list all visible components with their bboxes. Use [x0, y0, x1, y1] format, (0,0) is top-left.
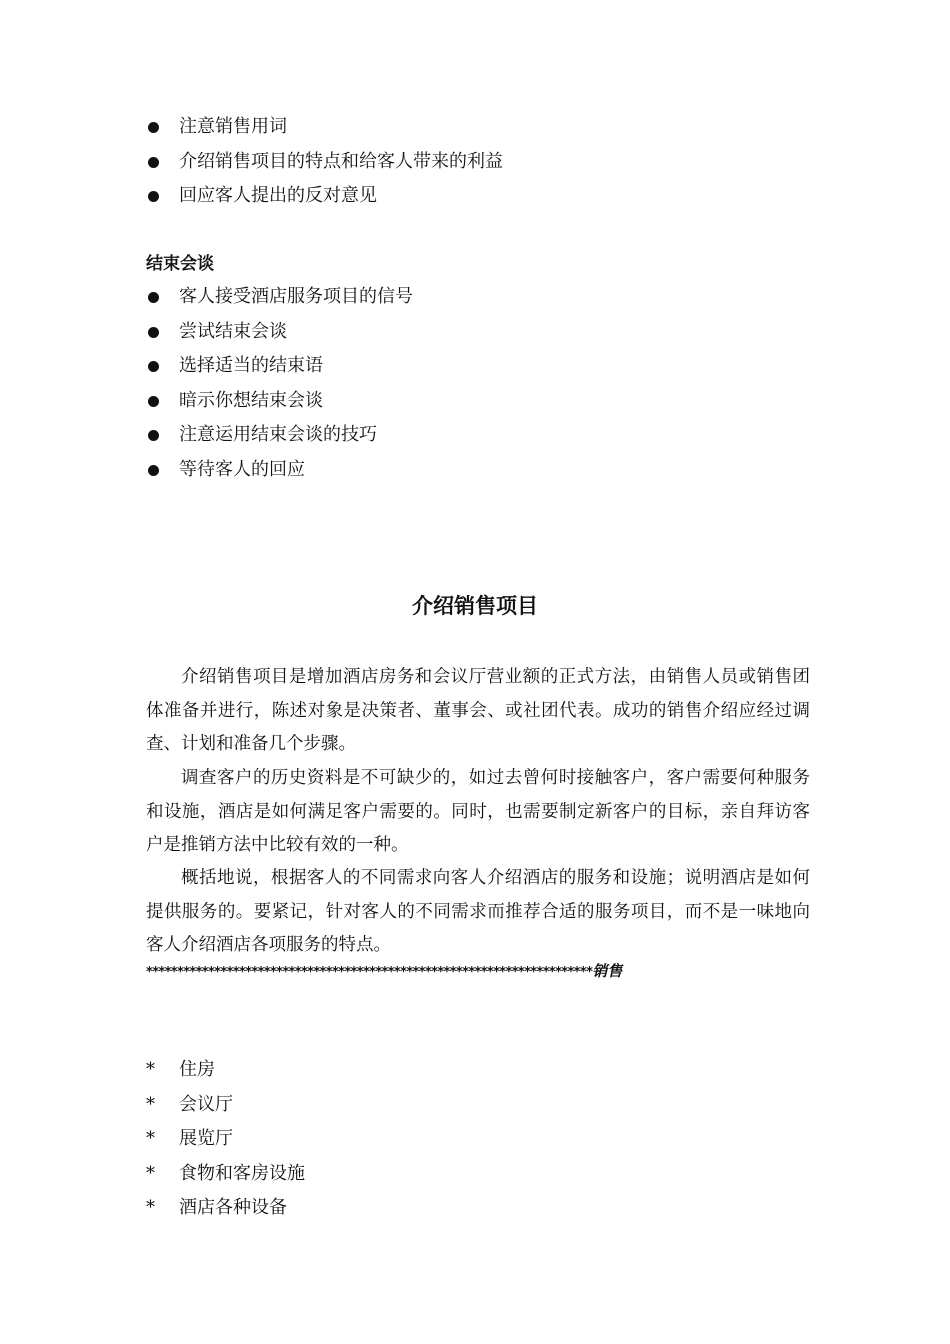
bullet-dot-icon: [148, 122, 159, 133]
bullet-dot-icon: [148, 361, 159, 372]
bullet-dot-icon: [148, 430, 159, 441]
section-title-intro: 介绍销售项目: [412, 594, 538, 618]
asterisk-marker-icon: *: [146, 1059, 155, 1080]
paragraph: 介绍销售项目是增加酒店房务和会议厅营业额的正式方法，由销售人员或销售团体准备并进行，陈述对象是决策者、董事会、或社团代表。成功的销售介绍应经过调查、计划和准备几个步骤。: [146, 667, 810, 754]
star-divider: [146, 960, 622, 984]
list-item-text: 食物和客房设施: [179, 1162, 305, 1184]
list-item-text: 暗示你想结束会谈: [179, 389, 323, 411]
list-item-text: 选择适当的结束语: [179, 355, 323, 377]
list-item-text: 展览厅: [179, 1128, 233, 1150]
list-item-text: 注意销售用词: [179, 116, 287, 137]
asterisk-marker-icon: *: [146, 1197, 155, 1219]
bullet-dot-icon: [148, 191, 159, 202]
bullet-dot-icon: [148, 327, 159, 338]
bullet-dot-icon: [148, 292, 159, 303]
star-divider-stars: ************************************************************************: [146, 965, 593, 980]
list-item-text: 注意运用结束会谈的技巧: [179, 424, 377, 446]
list-item-text: 酒店各种设备: [179, 1197, 287, 1219]
paragraph: 概括地说，根据客人的不同需求向客人介绍酒店的服务和设施；说明酒店是如何提供服务的。要紧记，针对客人的不同需求而推荐合适的服务项目，而不是一味地向客人介绍酒店各项服务的特点。: [146, 868, 810, 955]
paragraph: 调查客户的历史资料是不可缺少的，如过去曾何时接触客户，客户需要何种服务和设施，酒店是如何满足客户需要的。同时，也需要制定新客户的目标，亲自拜访客户是推销方法中比较有效的一种。: [146, 768, 810, 855]
bullet-dot-icon: [148, 465, 159, 476]
list-item-text: 客人接受酒店服务项目的信号: [179, 286, 413, 307]
list-item-text: 介绍销售项目的特点和给客人带来的利益: [179, 150, 503, 172]
list-item-text: 回应客人提出的反对意见: [179, 185, 377, 207]
star-divider-tag: 销售: [592, 962, 623, 980]
list-item-text: 等待客人的回应: [179, 458, 305, 480]
asterisk-marker-icon: *: [146, 1093, 155, 1115]
asterisk-marker-icon: *: [146, 1162, 155, 1184]
bullet-dot-icon: [148, 396, 159, 407]
list-item-text: 会议厅: [179, 1093, 233, 1115]
section-heading-closing: 结束会谈: [146, 254, 214, 274]
list-item-text: 尝试结束会谈: [179, 320, 287, 342]
bullet-dot-icon: [148, 157, 159, 168]
asterisk-marker-icon: *: [146, 1128, 155, 1150]
list-item-text: 住房: [179, 1059, 215, 1080]
